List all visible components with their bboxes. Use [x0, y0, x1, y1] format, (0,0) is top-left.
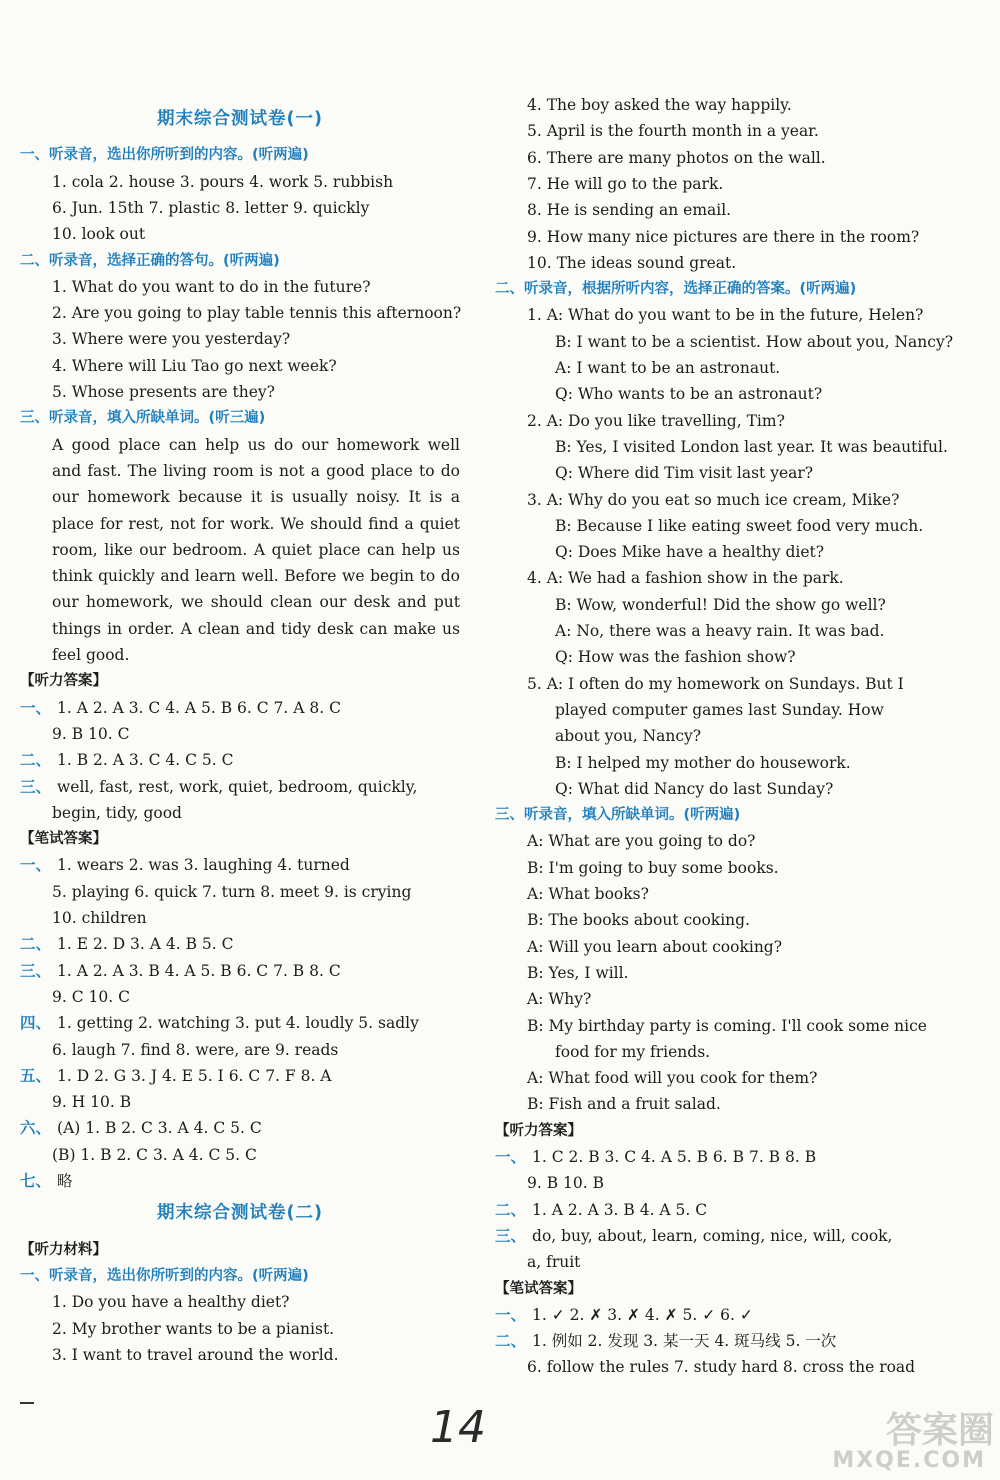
content-line: 6. follow the rules 7. study hard 8. cross the road [527, 1358, 916, 1377]
content-line: 10. look out [52, 225, 146, 244]
dialogue-line: played computer games last Sunday. How [555, 700, 884, 719]
section-title: 期末综合测试卷(二) [157, 1203, 323, 1224]
content-line: 9. C 10. C [52, 987, 130, 1006]
passage-line: place for rest, not for work. We should find a quiet [52, 514, 460, 533]
passage-line: and fast. The living room is not a good place to do [52, 461, 460, 480]
answer-section-marker: 一、 [20, 856, 52, 875]
dialogue-line: Q: How was the fashion show? [555, 648, 796, 667]
content-line: (B) 1. B 2. C 3. A 4. C 5. C [52, 1145, 257, 1164]
content-line: A: What books? [527, 885, 649, 903]
passage-line: our homework, we should clean our desk and put [52, 593, 460, 612]
answer-line [20, 774, 460, 800]
answer-text: 1. A 2. A 3. C 4. A 5. B 6. C 7. A 8. C [57, 698, 341, 717]
content-line: B: My birthday party is coming. I'll cook some nice [527, 1016, 927, 1035]
dialogue-line: about you, Nancy? [555, 727, 702, 746]
dialogue-line: A: I want to be an astronaut. [555, 359, 781, 377]
answer-section-marker: 二、 [20, 935, 52, 954]
answer-section-marker: 一、 [20, 698, 52, 717]
content-line: feel good. [52, 646, 130, 664]
answer-text: 1. A 2. A 3. B 4. A 5. C [532, 1200, 708, 1219]
content-line: 5. playing 6. quick 7. turn 8. meet 9. is crying [52, 882, 412, 901]
bottom-rule [20, 1402, 34, 1404]
dialogue-line: A: No, there was a heavy rain. It was bad. [555, 622, 885, 640]
section-title: 期末综合测试卷(一) [157, 109, 323, 129]
question-heading: 三、听录音，填入所缺单词。(听三遍) [20, 410, 266, 427]
answer-section-marker: 一、 [495, 1305, 527, 1324]
content-line: 1. Do you have a healthy diet? [52, 1293, 290, 1312]
passage-line: think quickly and learn well. Before we begin to do [52, 567, 460, 586]
dialogue-line: B: I helped my mother do housework. [555, 753, 851, 772]
content-line: A: What are you going to do? [527, 832, 756, 851]
content-line: 1. cola 2. house 3. pours 4. work 5. rubbish [52, 172, 394, 191]
content-line: a, fruit [527, 1253, 581, 1272]
answer-section-marker: 六、 [20, 1119, 52, 1138]
answer-line [20, 1168, 460, 1194]
answer-section-marker: 二、 [20, 751, 52, 770]
content-line: 6. Jun. 15th 7. plastic 8. letter 9. quickly [52, 198, 370, 217]
answer-text: 1. ✓ 2. ✗ 3. ✗ 4. ✗ 5. ✓ 6. ✓ [532, 1305, 753, 1324]
content-line: 9. B 10. B [527, 1174, 605, 1193]
content-line: 9. H 10. B [52, 1093, 132, 1112]
content-line: begin, tidy, good [52, 803, 182, 822]
answer-text: 1. wears 2. was 3. laughing 4. turned [57, 856, 350, 875]
answer-section-marker: 二、 [495, 1200, 527, 1219]
answer-text: 1. A 2. A 3. B 4. A 5. B 6. C 7. B 8. C [57, 961, 341, 980]
content-line: 3. I want to travel around the world. [52, 1345, 339, 1364]
answer-section-label: 【听力答案】 [20, 673, 107, 690]
answer-line [495, 1328, 935, 1354]
content-line: 5. April is the fourth month in a year. [527, 122, 819, 141]
answer-line [495, 1223, 935, 1249]
content-line: 10. children [52, 909, 147, 927]
passage-line: things in order. A clean and tidy desk can make us [52, 619, 460, 638]
content-line: 2. A: Do you like travelling, Tim? [527, 411, 785, 430]
answer-line [20, 747, 460, 773]
answer-section-marker: 三、 [495, 1226, 527, 1245]
content-line: 3. Where were you yesterday? [52, 330, 291, 349]
content-line: 9. How many nice pictures are there in the room? [527, 227, 920, 246]
content-line: A: Will you learn about cooking? [527, 937, 783, 956]
content-line: A: What food will you cook for them? [527, 1069, 818, 1088]
answer-text: (A) 1. B 2. C 3. A 4. C 5. C [57, 1119, 262, 1138]
content-line: 4. The boy asked the way happily. [527, 96, 792, 114]
dialogue-line: Q: Does Mike have a healthy diet? [555, 543, 825, 562]
watermark-url: MXQE.COM [832, 1448, 986, 1473]
answer-line [20, 958, 460, 984]
dialogue-line: Q: Where did Tim visit last year? [555, 464, 814, 483]
passage-line: A good place can help us do our homework well [52, 435, 460, 454]
answer-text: well, fast, rest, work, quiet, bedroom, quickly, [57, 777, 418, 796]
answer-text: do, buy, about, learn, coming, nice, will, cook, [532, 1226, 893, 1245]
question-heading: 一、听录音，选出你所听到的内容。(听两遍) [20, 1267, 309, 1284]
content-line: 7. He will go to the park. [527, 174, 724, 193]
content-line: 5. A: I often do my homework on Sundays. But I [527, 674, 904, 693]
answer-section-label: 【听力材料】 [20, 1241, 107, 1258]
content-line: 9. B 10. C [52, 724, 130, 743]
question-heading: 一、听录音，选出你所听到的内容。(听两遍) [20, 147, 309, 164]
answer-line [20, 931, 460, 957]
dialogue-line: B: Yes, I visited London last year. It was beautiful. [555, 437, 948, 456]
content-line: 1. What do you want to do in the future? [52, 277, 371, 296]
answer-section-label: 【笔试答案】 [495, 1280, 582, 1297]
content-line: B: Yes, I will. [527, 963, 629, 982]
answer-line [495, 1144, 935, 1170]
content-line: 10. The ideas sound great. [527, 253, 737, 272]
content-line: 3. A: Why do you eat so much ice cream, Mike? [527, 490, 900, 509]
content-line: A: Why? [527, 990, 592, 1009]
passage-line: our homework because it is usually noisy. It is a [52, 488, 460, 507]
content-line: 4. Where will Liu Tao go next week? [52, 356, 337, 375]
watermark-logo: 答案圈 [885, 1410, 994, 1451]
answer-text: 1. D 2. G 3. J 4. E 5. I 6. C 7. F 8. A [57, 1066, 332, 1085]
answer-line [20, 1063, 460, 1089]
question-heading: 二、听录音，根据所听内容，选择正确的答案。(听两遍) [495, 281, 857, 298]
answer-text: 略 [57, 1172, 73, 1190]
content-line: 5. Whose presents are they? [52, 383, 275, 401]
passage-line: room, like our bedroom. A quiet place can help us [52, 540, 460, 559]
page-number: 14 [430, 1402, 486, 1453]
answer-line [20, 1115, 460, 1141]
answer-section-marker: 一、 [495, 1148, 527, 1166]
dialogue-line: food for my friends. [555, 1042, 711, 1061]
content-line: 4. A: We had a fashion show in the park. [527, 569, 844, 588]
answer-line [495, 1302, 935, 1328]
dialogue-line: Q: What did Nancy do last Sunday? [555, 779, 834, 798]
answer-line [20, 695, 460, 721]
content-line: B: Fish and a fruit salad. [527, 1095, 721, 1114]
question-heading: 二、听录音，选择正确的答句。(听两遍) [20, 252, 280, 269]
dialogue-line: Q: Who wants to be an astronaut? [555, 385, 823, 404]
answer-text: 1. 例如 2. 发现 3. 某一天 4. 斑马线 5. 一次 [532, 1332, 837, 1351]
content-line: B: I'm going to buy some books. [527, 858, 779, 877]
dialogue-line: B: Wow, wonderful! Did the show go well? [555, 595, 886, 614]
content-line: 2. My brother wants to be a pianist. [52, 1319, 335, 1338]
answer-section-label: 【听力答案】 [495, 1122, 582, 1139]
answer-line [20, 852, 460, 878]
answer-section-marker: 七、 [20, 1172, 52, 1190]
answer-section-marker: 三、 [20, 777, 52, 796]
answer-text: 1. B 2. A 3. C 4. C 5. C [57, 751, 234, 770]
question-heading: 三、听录音，填入所缺单词。(听两遍) [495, 807, 741, 824]
answer-text: 1. getting 2. watching 3. put 4. loudly 5. sadly [57, 1014, 419, 1033]
dialogue-line: B: Because I like eating sweet food very much. [555, 516, 924, 535]
answer-section-marker: 五、 [20, 1066, 52, 1085]
answer-text: 1. E 2. D 3. A 4. B 5. C [57, 935, 234, 954]
content-line: 6. laugh 7. find 8. were, are 9. reads [52, 1040, 339, 1059]
dialogue-line: B: I want to be a scientist. How about you, Nancy? [555, 332, 954, 351]
answer-section-marker: 二、 [495, 1332, 527, 1351]
content-line: 2. Are you going to play table tennis this afternoon? [52, 304, 462, 323]
content-line: 1. A: What do you want to be in the future, Helen? [527, 306, 924, 325]
content-line: 6. There are many photos on the wall. [527, 148, 826, 167]
answer-line [20, 1010, 460, 1036]
answer-section-marker: 四、 [20, 1014, 52, 1033]
content-line: B: The books about cooking. [527, 911, 750, 930]
answer-line [495, 1197, 935, 1223]
answer-section-marker: 三、 [20, 961, 52, 980]
answer-section-label: 【笔试答案】 [20, 831, 107, 848]
answer-text: 1. C 2. B 3. C 4. A 5. B 6. B 7. B 8. B [532, 1148, 817, 1166]
content-line: 8. He is sending an email. [527, 201, 732, 220]
